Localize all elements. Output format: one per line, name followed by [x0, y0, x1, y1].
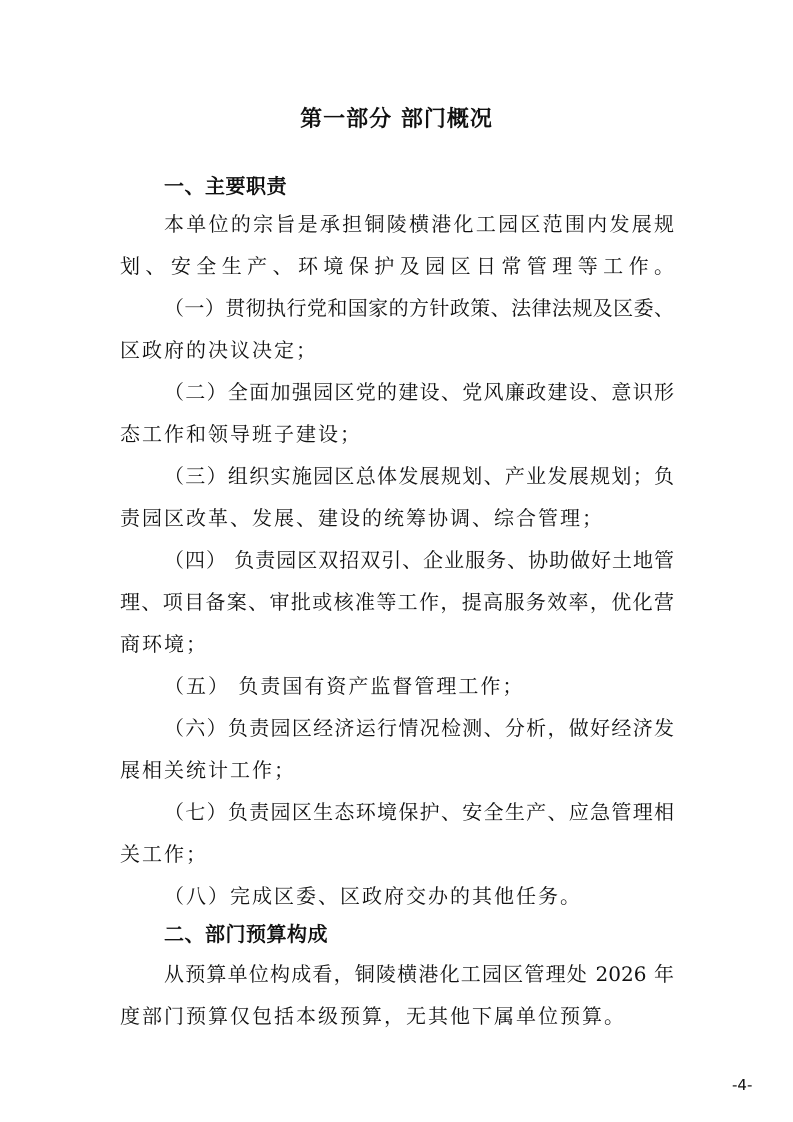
paragraph-line: 度部门预算仅包括本级预算，无其他下属单位预算。 [120, 1004, 626, 1028]
duty-item-2-line: 态工作和领导班子建设； [120, 422, 362, 446]
duty-item-1-line: 区政府的决议决定； [120, 338, 318, 362]
paragraph-line: 本单位的宗旨是承担铜陵横港化工园区范围内发展规 [164, 212, 674, 236]
section-heading-main-duties: 一、主要职责 [164, 174, 287, 198]
page-number: -4- [732, 1076, 753, 1094]
section-heading-budget-composition: 二、部门预算构成 [164, 922, 328, 946]
duty-item-8-line: （八）完成区委、区政府交办的其他任务。 [164, 884, 582, 908]
duty-item-4-line: 理、项目备案、审批或核准等工作，提高服务效率，优化营 [120, 590, 674, 614]
paragraph-line: 从预算单位构成看，铜陵横港化工园区管理处 2026 年 [164, 962, 674, 986]
duty-item-4-line: 商环境； [120, 632, 208, 656]
paragraph-line: 划、安全生产、环境保护及园区日常管理等工作。 [120, 254, 674, 278]
duty-item-7-line: （七）负责园区生态环境保护、安全生产、应急管理相 [164, 800, 674, 824]
duty-item-2-line: （二）全面加强园区党的建设、党风廉政建设、意识形 [164, 380, 674, 404]
duty-item-1-line: （一）贯彻执行党和国家的方针政策、法律法规及区委、 [164, 296, 674, 320]
duty-item-6-line: （六）负责园区经济运行情况检测、分析，做好经济发 [164, 716, 674, 740]
duty-item-5-line: （五） 负责国有资产监督管理工作； [164, 674, 525, 698]
duty-item-3-line: 责园区改革、发展、建设的统筹协调、综合管理； [120, 506, 604, 530]
duty-item-7-line: 关工作； [120, 842, 208, 866]
duty-item-6-line: 展相关统计工作； [120, 758, 296, 782]
page-title: 第一部分 部门概况 [300, 107, 493, 132]
duty-item-3-line: （三）组织实施园区总体发展规划、产业发展规划；负 [164, 464, 674, 488]
duty-item-4-line: （四） 负责园区双招双引、企业服务、协助做好土地管 [164, 548, 674, 572]
